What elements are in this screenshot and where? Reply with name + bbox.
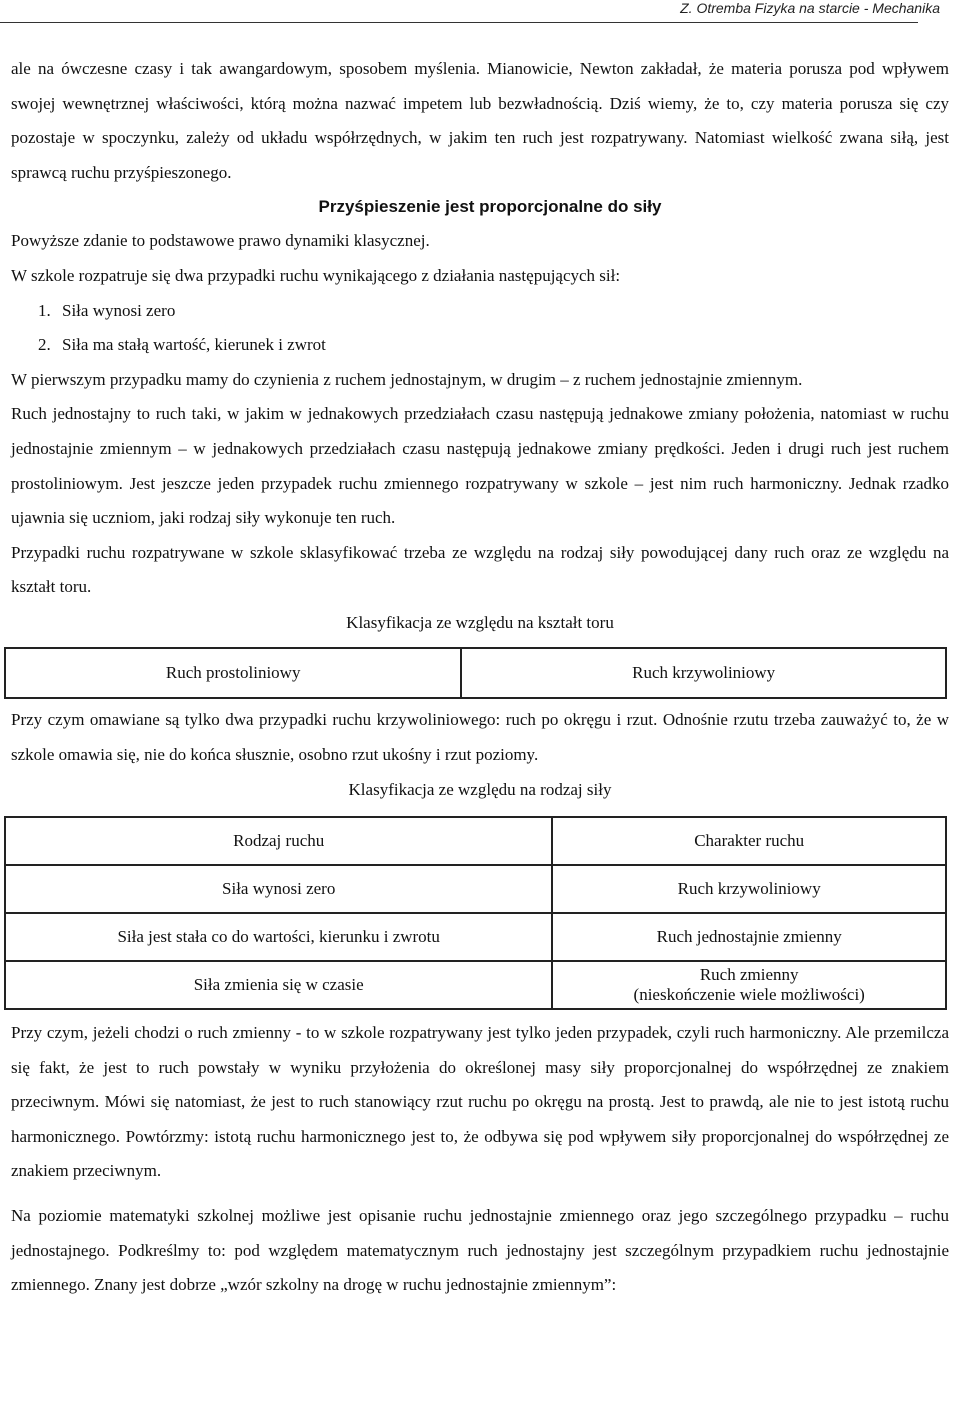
paragraph-math-level: Na poziomie matematyki szkolnej możliwe jest opisanie ruchu jednostajnie zmiennego oraz jego szczególnego przypadku – ruchu jednostajnego. Podkreślmy to: pod względem matematycznym ruch jednostajny jest szczególnym przypadkiem ruchu jednostajnie zmiennego. Znany jest dobrze „wzór szkolny na drogę w ruchu jednostajnie zmiennym”: <box>11 1206 949 1295</box>
paragraph-cases-explained: W pierwszym przypadku mamy do czynienia z ruchem jednostajnym, w drugim – z ruchem jednostajnie zmiennym. <box>11 369 803 389</box>
list-text: Siła ma stałą wartość, kierunek i zwrot <box>62 335 326 355</box>
paragraph-gap <box>11 1189 949 1199</box>
list-number: 1. <box>38 300 51 320</box>
paragraph-classification-intro: Przypadki ruchu rozpatrywane w szkole sklasyfikować trzeba ze względu na rodzaj siły powodującej dany ruch oraz ze względu na kształt toru. <box>11 542 949 597</box>
table-cell: Siła wynosi zero <box>5 865 552 913</box>
table-row <box>5 961 946 1009</box>
cell-line-note: (nieskończenie wiele możliwości) <box>633 985 865 1005</box>
paragraph-two-cases: W szkole rozpatruje się dwa przypadki ruchu wynikającego z działania następujących sił: <box>11 265 621 285</box>
page-header <box>0 0 960 24</box>
cell-line: Ruch zmienny <box>699 965 799 985</box>
header-rule <box>0 22 918 23</box>
table-row <box>5 865 946 913</box>
table-row <box>5 913 946 961</box>
table-cell <box>552 961 946 1009</box>
table-row <box>5 648 946 698</box>
table-cell: Ruch krzywoliniowy <box>552 865 946 913</box>
paragraph-uniform-motion: Ruch jednostajny to ruch taki, w jakim w jednakowych przedziałach czasu następują jednakowe zmiany położenia, natomiast w ruchu jednostajnie zmiennym – w jednakowych przedziałach czasu następują jednakowe zmiany prędkości. Jeden i drugi ruch jest ruchem prostoliniowym. Jest jeszcze jeden przypadek ruchu zmiennego rozpatrywany w szkole – jest nim ruch harmoniczny. Jednak rzadko ujawnia się uczniom, jaki rodzaj siły wykonuje ten ruch. <box>11 404 949 528</box>
table-header-row <box>5 817 946 865</box>
list-item <box>11 328 949 363</box>
table-cell: Ruch prostoliniowy <box>5 648 461 698</box>
table-header-cell: Rodzaj ruchu <box>5 817 552 865</box>
force-table <box>4 816 947 1010</box>
header-title: Z. Otremba Fizyka na starcie - Mechanika <box>680 0 940 16</box>
table-cell: Siła jest stała co do wartości, kierunku i zwrotu <box>5 913 552 961</box>
list-text: Siła wynosi zero <box>62 300 176 320</box>
law-heading: Przyśpieszenie jest proporcjonalne do siły <box>318 197 662 217</box>
paragraph-harmonic: Przy czym, jeżeli chodzi o ruch zmienny - to w szkole rozpatrywany jest tylko jeden przypadek, czyli ruch harmoniczny. Ale przemilcza się fakt, że jest to ruch powstały w wyniku przyłożenia do określonej masy siły proporcjonalnej do współrzędnej ze znakiem przeciwnym. Mówi się natomiast, że jest to ruch stanowiący rzut ruchu po okręgu na prostą. Jest to prawdą, ale nie to jest istotą ruchu harmonicznego. Powtórzmy: istotą ruchu harmonicznego jest to, że odbywa się pod wpływem siły proporcjonalnej do współrzędnej ze znakiem przeciwnym. <box>11 1023 949 1181</box>
list-item <box>11 294 949 329</box>
table-header-cell: Charakter ruchu <box>552 817 946 865</box>
paragraph-intro: ale na ówczesne czasy i tak awangardowym, sposobem myślenia. Mianowicie, Newton zakładał, że materia porusza pod wpływem swojej wewnętrznej właściwości, którą można nazwać impetem lub bezwładnością. Dziś wiemy, że to, czy materia porusza się czy pozostaje w spoczynku, zależy od układu współrzędnych, w jakim ten ruch jest rozpatrywany. Natomiast wielkość zwana siłą, jest sprawcą ruchu przyśpieszonego. <box>11 59 949 182</box>
table-cell: Ruch jednostajnie zmienny <box>552 913 946 961</box>
list-number: 2. <box>38 335 51 355</box>
table2-caption: Klasyfikacja ze względu na rodzaj siły <box>348 780 612 800</box>
table-cell: Siła zmienia się w czasie <box>5 961 552 1009</box>
paragraph-curvilinear: Przy czym omawiane są tylko dwa przypadki ruchu krzywoliniowego: ruch po okręgu i rzut. Odnośnie rzutu trzeba zauważyć to, że w szkole omawia się, nie do końca słusznie, osobno rzut ukośny i rzut poziomy. <box>11 709 949 764</box>
paragraph-law-note: Powyższe zdanie to podstawowe prawo dynamiki klasycznej. <box>11 231 430 251</box>
trajectory-table <box>4 647 947 699</box>
table-cell: Ruch krzywoliniowy <box>461 648 946 698</box>
table1-caption: Klasyfikacja ze względu na kształt toru <box>346 612 614 632</box>
document-body <box>11 52 949 1303</box>
